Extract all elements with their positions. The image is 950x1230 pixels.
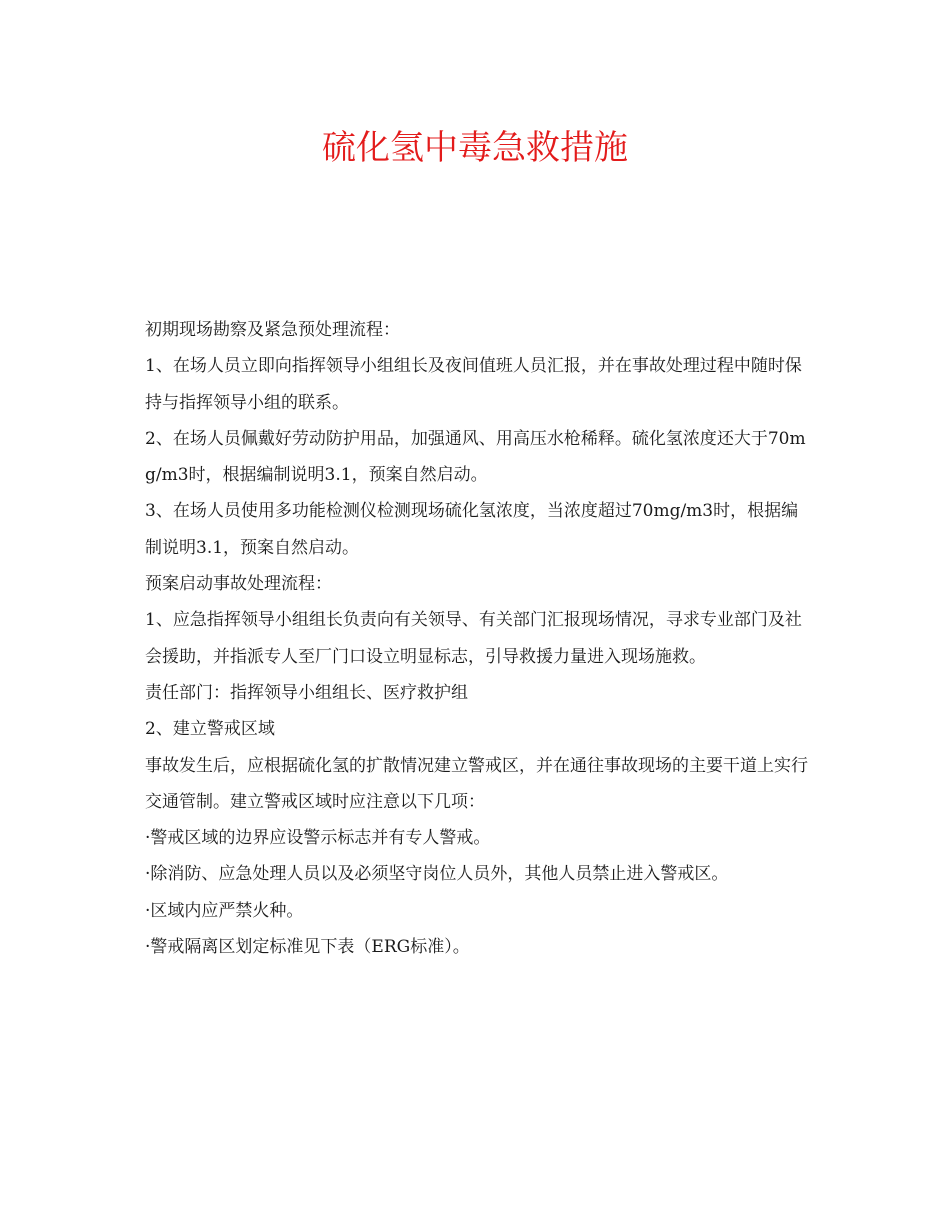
paragraph-cordon-description: 事故发生后，应根据硫化氢的扩散情况建立警戒区，并在通往事故现场的主要干道上实行交通管制。建立警戒区域时应注意以下几项：	[145, 755, 808, 812]
section-heading-plan-activation: 预案启动事故处理流程：	[145, 574, 332, 595]
paragraph-responsible-department: 责任部门：指挥领导小组组长、医疗救护组	[145, 682, 468, 703]
document-title: 硫化氢中毒急救措施	[322, 128, 628, 168]
section-heading-initial-survey: 初期现场勘察及紧急预处理流程：	[145, 320, 400, 340]
bullet-isolation-standard: ·警戒隔离区划定标准见下表（ERG标准）。	[145, 937, 470, 958]
bullet-access-restriction: ·除消防、应急处理人员以及必须坚守岗位人员外，其他人员禁止进入警戒区。	[145, 864, 729, 885]
paragraph-step-3-detection: 3、在场人员使用多功能检测仪检测现场硫化氢浓度，当浓度超过70mg/m3时，根据编制说明3.1，预案自然启动。	[145, 501, 799, 558]
paragraph-activation-step-2: 2、建立警戒区域	[145, 719, 275, 740]
bullet-no-fire: ·区域内应严禁火种。	[145, 900, 304, 921]
paragraph-activation-step-1: 1、应急指挥领导小组组长负责向有关领导、有关部门汇报现场情况，寻求专业部门及社会援助，并指派专人至厂门口设立明显标志，引导救援力量进入现场施救。	[145, 610, 802, 667]
document-body	[145, 312, 815, 965]
paragraph-step-2-protection: 2、在场人员佩戴好劳动防护用品，加强通风、用高压水枪稀释。硫化氢浓度还大于70mg/m3时，根据编制说明3.1，预案自然启动。	[145, 428, 806, 486]
bullet-cordon-boundary: ·警戒区域的边界应设警示标志并有专人警戒。	[145, 828, 491, 849]
paragraph-step-1-report: 1、在场人员立即向指挥领导小组组长及夜间值班人员汇报，并在事故处理过程中随时保持与指挥领导小组的联系。	[145, 356, 802, 413]
